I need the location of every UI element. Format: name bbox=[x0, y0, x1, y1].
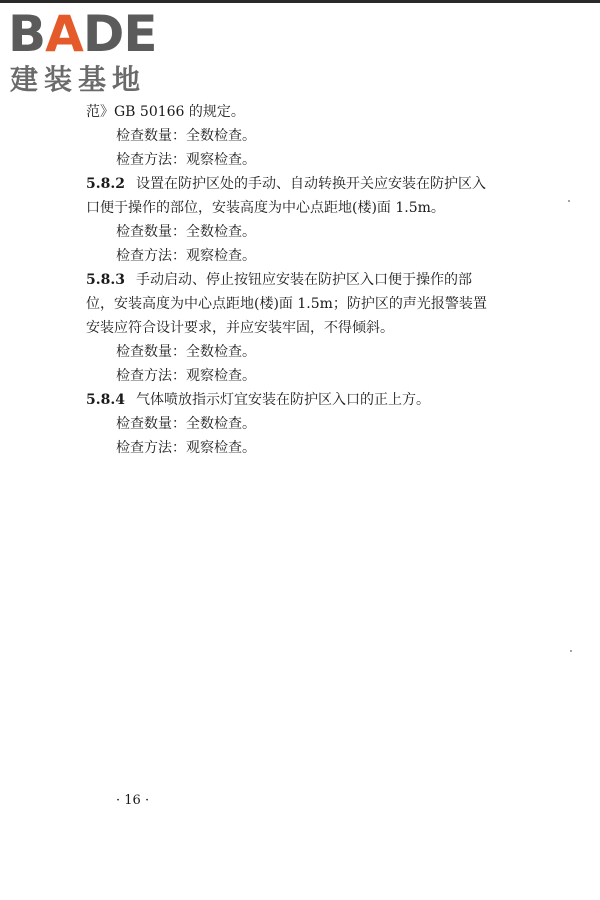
text-line bbox=[86, 244, 526, 268]
text-line bbox=[86, 436, 526, 460]
scan-speck bbox=[570, 650, 572, 652]
document-body bbox=[86, 100, 526, 460]
page-number: · 16 · bbox=[116, 793, 150, 808]
text-line bbox=[86, 100, 526, 124]
line-text: 设置在防护区处的手动、自动转换开关应安装在防护区入 bbox=[136, 176, 486, 192]
text-line bbox=[86, 196, 526, 220]
text-line bbox=[86, 364, 526, 388]
text-line bbox=[86, 412, 526, 436]
line-text: 检查数量：全数检查。 bbox=[116, 344, 256, 360]
logo-letter-e: E bbox=[123, 5, 157, 63]
section-number: 5.8.3 bbox=[86, 272, 125, 288]
logo-letter-b: B bbox=[8, 5, 46, 63]
line-text: 位，安装高度为中心点距地(楼)面 1.5m；防护区的声光报警装置 bbox=[86, 296, 487, 312]
text-line bbox=[86, 316, 526, 340]
logo-chinese: 建装基地 bbox=[10, 63, 147, 96]
section-number: 5.8.2 bbox=[86, 176, 125, 192]
line-text: 检查方法：观察检查。 bbox=[116, 368, 256, 384]
bade-logo bbox=[8, 5, 178, 96]
line-text: 检查数量：全数检查。 bbox=[116, 416, 256, 432]
section-line bbox=[86, 268, 526, 292]
scan-speck bbox=[568, 200, 570, 202]
line-text: 范》GB 50166 的规定。 bbox=[86, 104, 245, 120]
line-text: 检查数量：全数检查。 bbox=[116, 128, 256, 144]
top-rule bbox=[0, 0, 600, 3]
logo-wordmark bbox=[8, 5, 157, 63]
logo-letter-d: D bbox=[82, 5, 124, 63]
line-text: 口便于操作的部位，安装高度为中心点距地(楼)面 1.5m。 bbox=[86, 200, 445, 216]
line-text: 检查方法：观察检查。 bbox=[116, 152, 256, 168]
text-line bbox=[86, 292, 526, 316]
line-text: 手动启动、停止按钮应安装在防护区入口便于操作的部 bbox=[136, 272, 472, 288]
line-text: 气体喷放指示灯宜安装在防护区入口的正上方。 bbox=[136, 392, 430, 408]
line-text: 安装应符合设计要求，并应安装牢固，不得倾斜。 bbox=[86, 320, 394, 336]
text-line bbox=[86, 220, 526, 244]
line-text: 检查数量：全数检查。 bbox=[116, 224, 256, 240]
text-line bbox=[86, 340, 526, 364]
section-line bbox=[86, 388, 526, 412]
text-line bbox=[86, 148, 526, 172]
logo-letter-a: A bbox=[45, 5, 83, 63]
section-number: 5.8.4 bbox=[86, 392, 125, 408]
section-line bbox=[86, 172, 526, 196]
line-text: 检查方法：观察检查。 bbox=[116, 440, 256, 456]
text-line bbox=[86, 124, 526, 148]
line-text: 检查方法：观察检查。 bbox=[116, 248, 256, 264]
